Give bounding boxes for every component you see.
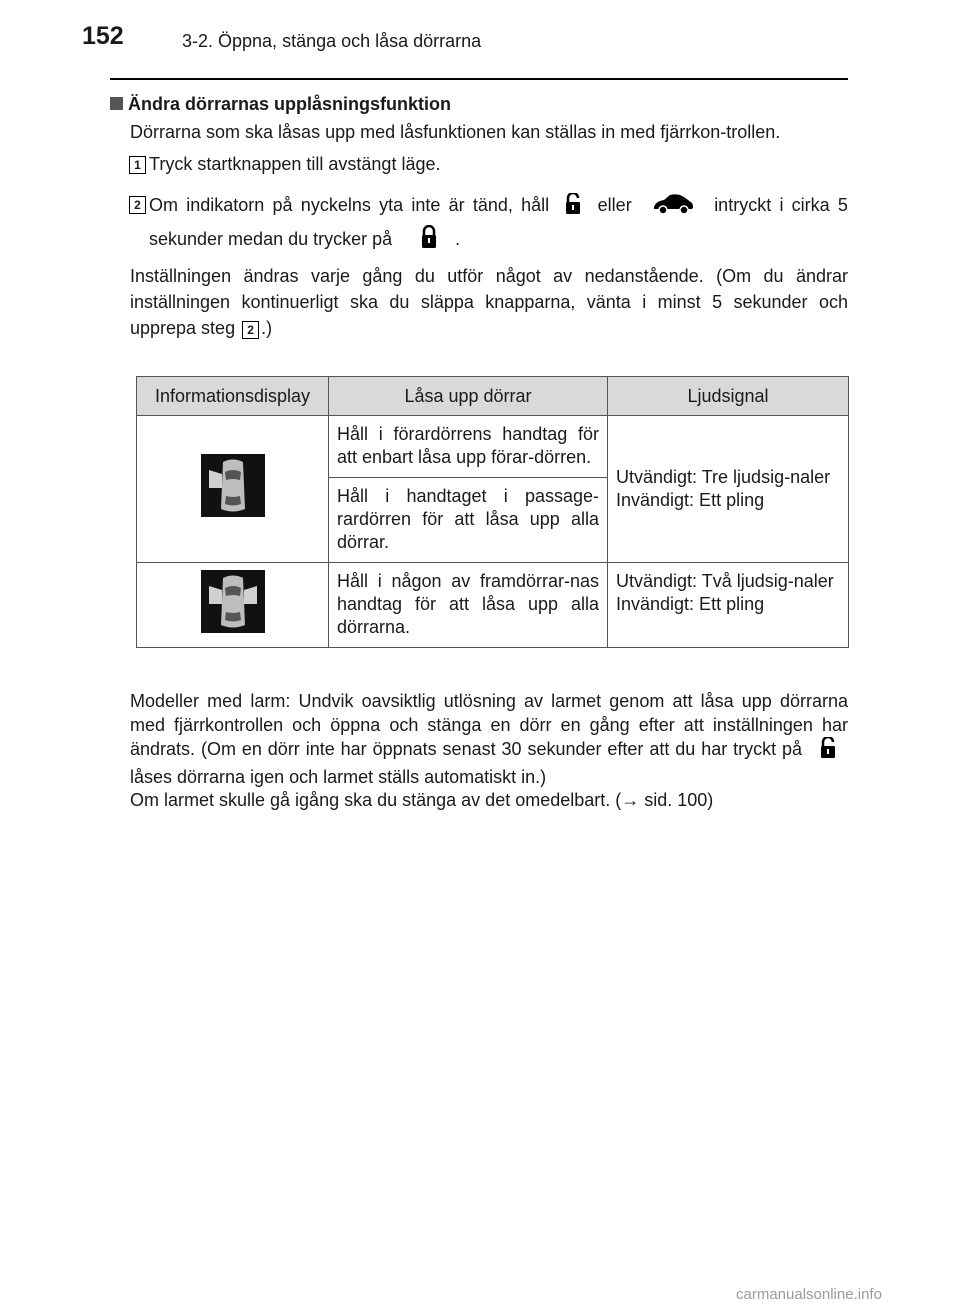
unlock-cell: Håll i någon av framdörrar-nas handtag för att låsa upp alla dörrarna.	[329, 563, 608, 648]
signal-inside: Invändigt: Ett pling	[616, 489, 765, 510]
unlock-icon	[818, 737, 838, 766]
section-note: Inställningen ändras varje gång du utför något av nedanstående. (Om du ändrar inställningen kontinuerligt ska du släppa knapparna, vänta i minst 5 sekunder och upprepa steg 2 .)	[130, 265, 848, 338]
step-text-c: intryckt i cirka 5 sekunder medan du trycker på	[149, 194, 848, 249]
section-content	[110, 93, 848, 341]
section-bullet-icon	[110, 97, 123, 110]
section-title: Ändra dörrarnas upplåsningsfunktion	[128, 94, 452, 114]
chapter-title: 3-2. Öppna, stänga och låsa dörrarna	[182, 31, 482, 51]
table-header: Ljudsignal	[608, 377, 849, 416]
signal-inside: Invändigt: Ett pling	[616, 594, 765, 614]
step-text-a: Om indikatorn på nyckelns yta inte är tänd, håll	[149, 194, 550, 215]
lock-icon	[419, 225, 439, 258]
unlock-cell: Håll i förardörrens handtag för att enbart låsa upp förar-dörren.	[329, 416, 608, 478]
step-text-b: eller	[597, 194, 632, 215]
car-trunk-icon	[652, 193, 694, 224]
table-row	[137, 416, 849, 478]
watermark: carmanualsonline.info	[736, 1286, 882, 1303]
header-rule	[110, 78, 848, 80]
display-cell	[137, 563, 329, 648]
car-front-doors-open-icon	[201, 570, 265, 633]
table-header: Informationsdisplay	[137, 377, 329, 416]
signal-outside: Utvändigt: Tre ljudsig-naler	[616, 466, 831, 487]
step-number: 2	[129, 196, 146, 214]
step-ref: 2	[242, 321, 259, 339]
settings-table	[136, 376, 849, 648]
step-1	[110, 153, 848, 177]
table-header: Låsa upp dörrar	[329, 377, 608, 416]
section-intro: Dörrarna som ska låsas upp med låsfunktionen kan ställas in med fjärrkon-trollen.	[130, 121, 781, 142]
alarm-paragraph: Modeller med larm: Undvik oavsiktlig utlösning av larmet genom att låsa upp dörrarna med fjärrkontrollen och öppna och stänga en dörr en gång efter att inställningen har ändrats. (Om en dörr inte har öppnats senast 30 sekunder efter att du har tryckt på låses dörrarna igen och larmet ställs automatiskt in.)	[130, 691, 848, 787]
step-2	[110, 190, 848, 258]
alarm-note	[130, 690, 848, 813]
car-driver-door-open-icon	[201, 454, 265, 517]
display-cell	[137, 416, 329, 563]
unlock-icon	[563, 193, 583, 224]
signal-cell	[608, 563, 849, 648]
signal-cell	[608, 416, 849, 563]
step-text: Tryck startknappen till avstängt läge.	[149, 154, 441, 174]
unlock-cell: Håll i handtaget i passage-rardörren för att låsa upp alla dörrar.	[329, 478, 608, 563]
table-header-row	[137, 377, 849, 416]
signal-outside: Utvändigt: Två ljudsig-naler	[616, 571, 834, 591]
page-header	[0, 0, 960, 80]
page-number: 152	[82, 22, 124, 50]
alarm-stop-paragraph: Om larmet skulle gå igång ska du stänga av det omedelbart. (→ sid. 100)	[130, 790, 714, 810]
step-text-d: .	[455, 228, 461, 249]
step-number: 1	[129, 156, 146, 174]
section-heading	[110, 93, 848, 117]
table-row	[137, 563, 849, 648]
